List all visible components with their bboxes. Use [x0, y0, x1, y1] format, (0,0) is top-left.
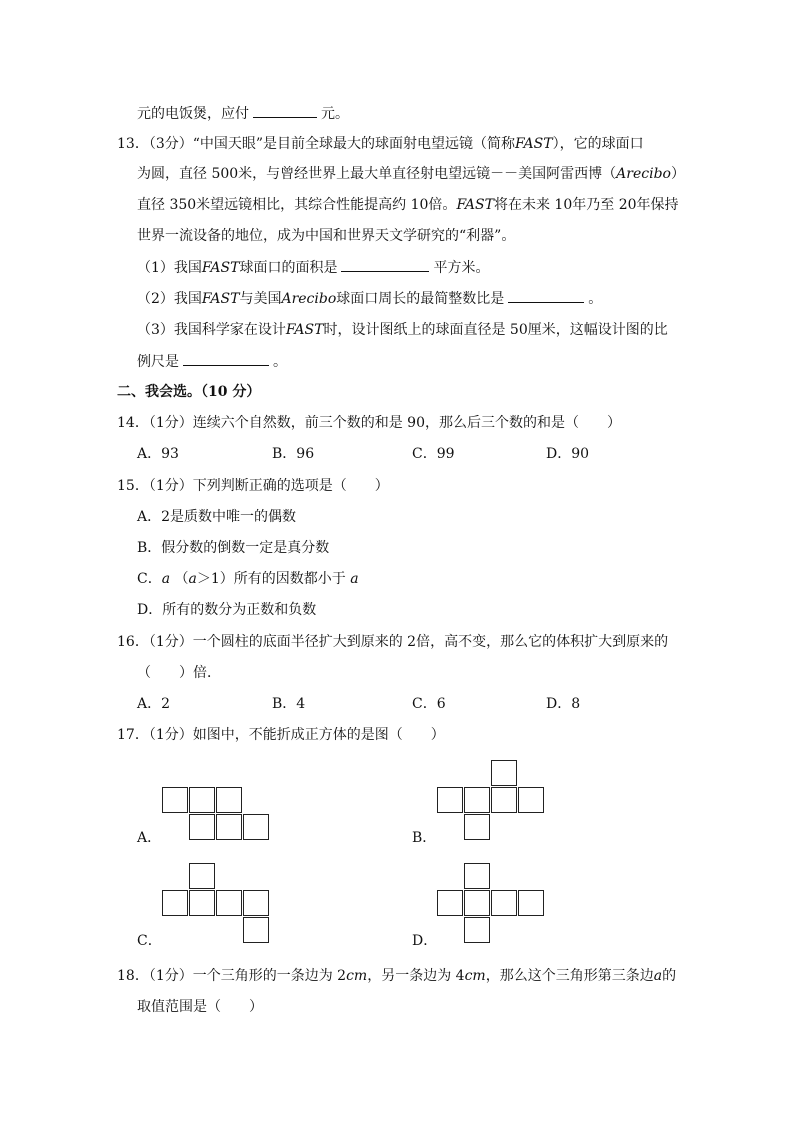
q15-option-a[interactable]: A．2是质数中唯一的偶数: [137, 509, 297, 525]
net-square: [437, 890, 463, 916]
q15-option-d[interactable]: D．所有的数分为正数和负数: [137, 602, 317, 618]
q13-sub-3: （3）我国科学家在设计FAST时，设计图纸上的球面直径是 50厘米，这幅设计图的比: [137, 322, 668, 338]
q13-line-4: 世界一流设备的地位，成为中国和世界天文学研究的“利器”。: [137, 228, 516, 244]
cube-net-a: [162, 787, 272, 843]
q13-sub-1: （1）我国FAST球面口的面积是 平方米。: [137, 257, 489, 278]
net-square: [464, 890, 490, 916]
net-square: [464, 917, 490, 943]
q14-option-d[interactable]: D．90: [546, 446, 590, 462]
q17-option-c[interactable]: C．: [137, 933, 162, 949]
q15-option-c[interactable]: C．a （a＞1）所有的因数都小于 a: [137, 571, 359, 587]
q16-stem-1: 16．（1分）一个圆柱的底面半径扩大到原来的 2倍，高不变，那么它的体积扩大到原来的: [117, 634, 669, 650]
q17-stem: 17．（1分）如图中，不能折成正方体的是图（ ）: [117, 727, 445, 743]
q18-stem-1: 18．（1分）一个三角形的一条边为 2cm，另一条边为 4cm，那么这个三角形第三条边a的: [117, 968, 677, 984]
q14-stem: 14．（1分）连续六个自然数，前三个数的和是 90，那么后三个数的和是（ ）: [117, 415, 621, 431]
answer-blank[interactable]: [341, 257, 429, 272]
net-square: [437, 787, 463, 813]
q16-option-a[interactable]: A．2: [137, 696, 171, 712]
net-square: [243, 890, 269, 916]
net-square: [464, 814, 490, 840]
q18-stem-2: 取值范围是（ ）: [137, 999, 263, 1015]
net-square: [491, 760, 517, 786]
q16-stem-2: （ ）倍．: [137, 665, 221, 681]
answer-blank[interactable]: [183, 351, 269, 366]
net-square: [464, 863, 490, 889]
cube-net-d: [437, 863, 547, 947]
net-square: [189, 863, 215, 889]
net-square: [518, 890, 544, 916]
net-square: [243, 814, 269, 840]
net-square: [216, 814, 242, 840]
q16-option-c[interactable]: C．6: [412, 696, 446, 712]
q13-sub-2: （2）我国FAST与美国Arecibo球面口周长的最简整数比是 。: [137, 288, 602, 309]
q17-option-d[interactable]: D．: [412, 933, 438, 949]
net-square: [464, 787, 490, 813]
net-square: [189, 890, 215, 916]
answer-blank[interactable]: [253, 103, 317, 118]
net-square: [216, 890, 242, 916]
q13-sub-3-cont: 例尺是 。: [137, 351, 287, 372]
q17-option-a[interactable]: A．: [137, 830, 162, 846]
cube-net-b: [437, 760, 547, 844]
q13-line-2: 为圆，直径 500米，与曾经世界上最大单直径射电望远镜－－美国阿雷西博（Arecibo）: [137, 166, 685, 182]
q17-option-b[interactable]: B．: [412, 830, 437, 846]
net-square: [189, 814, 215, 840]
net-square: [162, 787, 188, 813]
net-square: [162, 890, 188, 916]
q15-option-b[interactable]: B．假分数的倒数一定是真分数: [137, 540, 330, 556]
q14-option-c[interactable]: C．99: [412, 446, 455, 462]
cube-net-c: [162, 863, 272, 947]
q16-option-d[interactable]: D．8: [546, 696, 581, 712]
net-square: [491, 890, 517, 916]
q14-option-b[interactable]: B．96: [272, 446, 315, 462]
q13-line-1: 13．（3分）“中国天眼”是目前全球最大的球面射电望远镜（简称FAST），它的球面口: [117, 136, 644, 152]
q16-option-b[interactable]: B．4: [272, 696, 306, 712]
net-square: [518, 787, 544, 813]
net-square: [491, 787, 517, 813]
net-square: [189, 787, 215, 813]
answer-blank[interactable]: [508, 288, 584, 303]
q15-stem: 15．（1分）下列判断正确的选项是（ ）: [117, 478, 389, 494]
text-line: 元的电饭煲，应付 元。: [137, 103, 349, 124]
q14-option-a[interactable]: A．93: [137, 446, 179, 462]
net-square: [216, 787, 242, 813]
net-square: [243, 917, 269, 943]
section-heading: 二、我会选。（10 分）: [117, 384, 261, 400]
q13-line-3: 直径 350米望远镜相比，其综合性能提高约 10倍。FAST将在未来 10年乃至 20年保持: [137, 197, 679, 213]
